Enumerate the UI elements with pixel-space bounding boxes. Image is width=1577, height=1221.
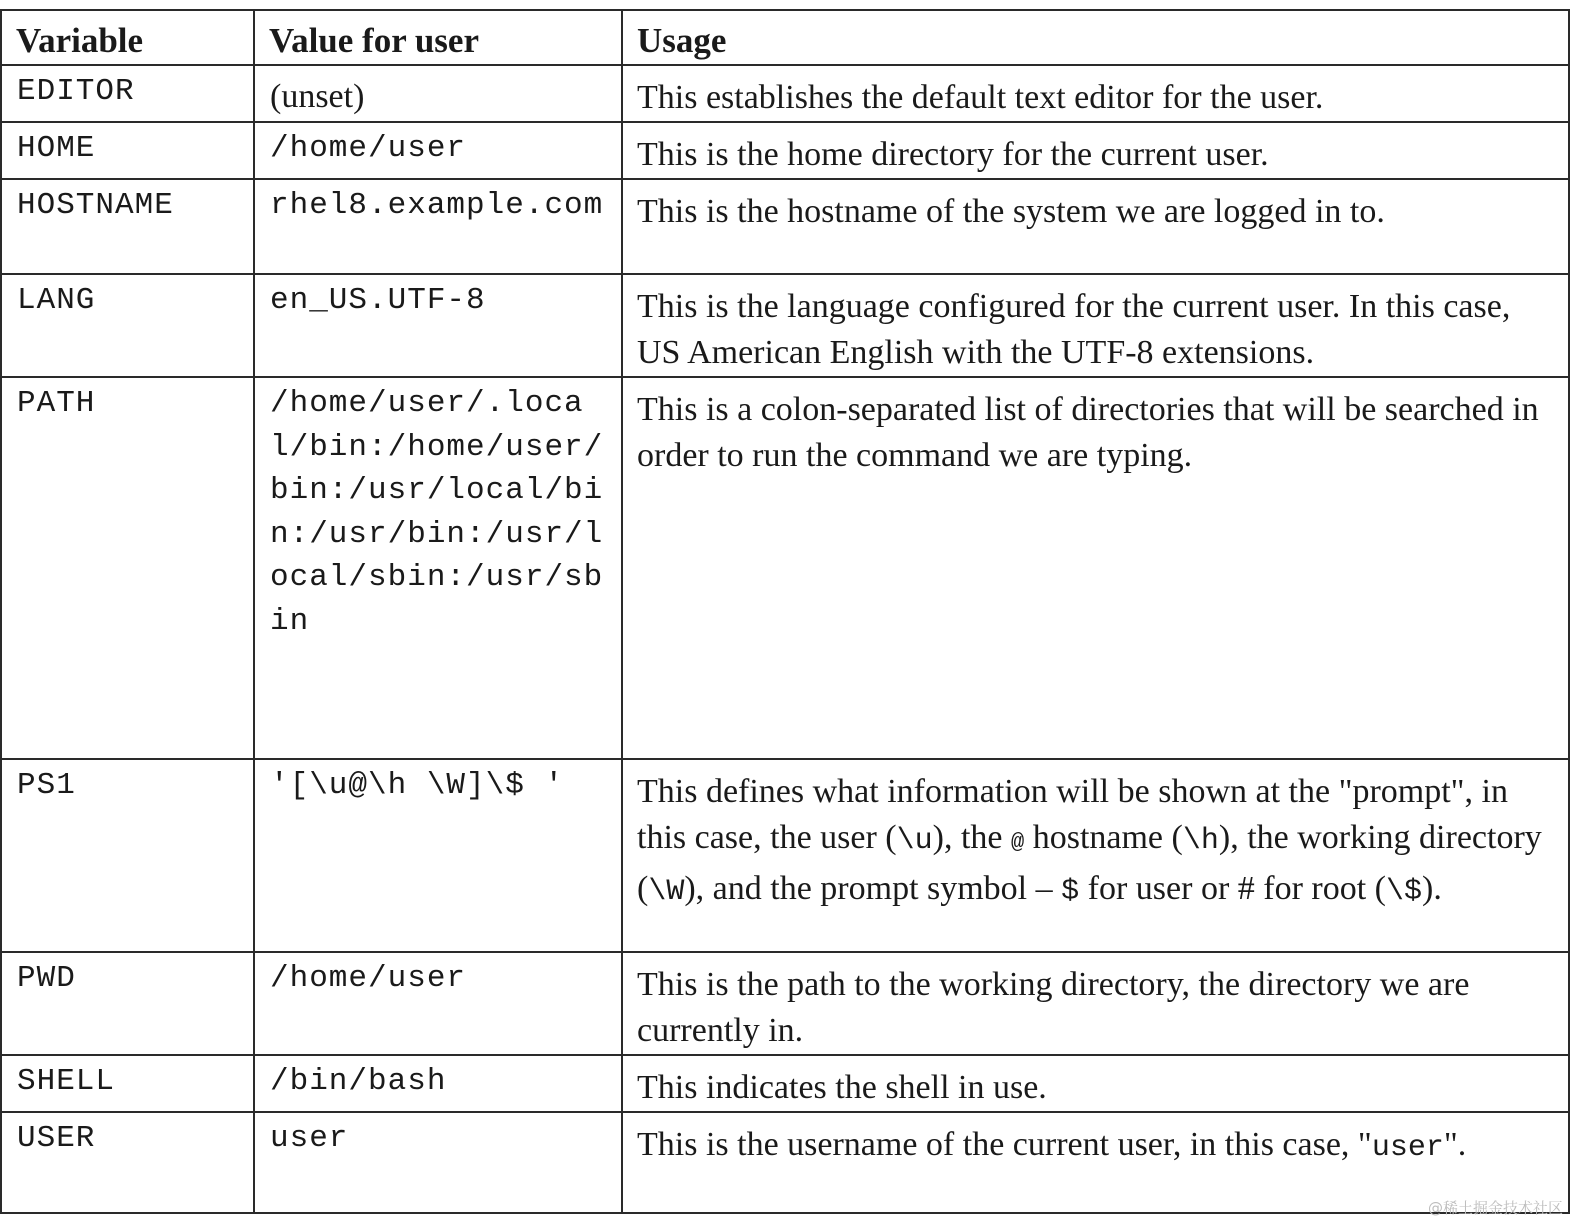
header-usage: Usage (622, 10, 1569, 65)
table-row (1, 122, 1569, 179)
inline-code: \u (896, 824, 933, 858)
table-row (1, 179, 1569, 274)
usage-cell (622, 1112, 1569, 1213)
value-cell: en_US.UTF-8 (254, 274, 622, 377)
value-cell: '[\u@\h \W]\$ ' (254, 759, 622, 952)
table-row (1, 1112, 1569, 1213)
table-row (1, 759, 1569, 952)
table-row (1, 1055, 1569, 1112)
inline-code: \$ (1386, 875, 1423, 909)
usage-text: ), the (932, 819, 1012, 856)
usage-cell: This indicates the shell in use. (622, 1055, 1569, 1112)
variable-cell: PATH (1, 377, 254, 759)
value-cell: /home/user (254, 952, 622, 1055)
usage-text: for user or # for root ( (1079, 870, 1387, 907)
variable-cell: EDITOR (1, 65, 254, 122)
value-cell: (unset) (254, 65, 622, 122)
usage-cell: This establishes the default text editor for the user. (622, 65, 1569, 122)
value-cell: /home/user/.local/bin:/home/user/bin:/usr/local/bin:/usr/bin:/usr/local/sbin:/usr/sbin (254, 377, 622, 759)
inline-code: @ (1011, 830, 1025, 855)
variable-cell: SHELL (1, 1055, 254, 1112)
variable-cell: HOME (1, 122, 254, 179)
usage-text: hostname ( (1024, 819, 1183, 856)
usage-cell (622, 759, 1569, 952)
variable-cell: LANG (1, 274, 254, 377)
usage-cell: This is the home directory for the current user. (622, 122, 1569, 179)
table-row (1, 65, 1569, 122)
usage-text: ). (1422, 870, 1442, 907)
header-value: Value for user (254, 10, 622, 65)
usage-text: ), and the prompt symbol – (684, 870, 1062, 907)
usage-text: ". (1443, 1126, 1467, 1163)
variable-cell: PS1 (1, 759, 254, 952)
usage-text: This is the username of the current user, in this case, " (637, 1126, 1372, 1163)
variable-cell: HOSTNAME (1, 179, 254, 274)
variable-cell: USER (1, 1112, 254, 1213)
inline-code: \h (1182, 824, 1219, 858)
value-cell: user (254, 1112, 622, 1213)
table-row (1, 952, 1569, 1055)
value-cell: /home/user (254, 122, 622, 179)
table-row (1, 274, 1569, 377)
inline-code: $ (1061, 875, 1080, 909)
value-cell: rhel8.example.com (254, 179, 622, 274)
inline-code: user (1371, 1131, 1444, 1165)
watermark: @稀土掘金技术社区 (1427, 1199, 1563, 1217)
usage-cell: This is the path to the working directory, the directory we are currently in. (622, 952, 1569, 1055)
usage-cell: This is a colon-separated list of directories that will be searched in order to run the command we are typing. (622, 377, 1569, 759)
inline-code: \W (648, 875, 685, 909)
usage-cell: This is the language configured for the current user. In this case, US American English with the UTF-8 extensions. (622, 274, 1569, 377)
usage-cell: This is the hostname of the system we are logged in to. (622, 179, 1569, 274)
value-cell: /bin/bash (254, 1055, 622, 1112)
table-row (1, 377, 1569, 759)
environment-variables-table (0, 9, 1570, 1214)
usage-text: ), the working directory ( (637, 819, 1542, 907)
variable-cell: PWD (1, 952, 254, 1055)
header-variable: Variable (1, 10, 254, 65)
table-header-row (1, 10, 1569, 65)
usage-text: This defines what information will be shown at the "prompt", in this case, the user ( (637, 773, 1509, 856)
